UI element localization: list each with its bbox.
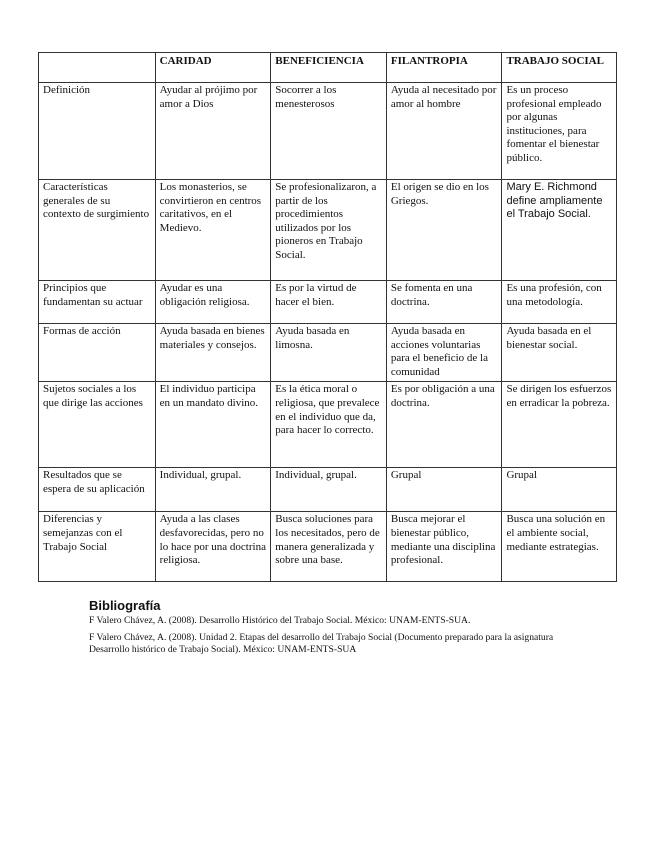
table-cell: Ayudar al prójimo por amor a Dios	[155, 83, 271, 180]
table-cell: Socorrer a los menesterosos	[271, 83, 387, 180]
table-cell: Ayuda basada en limosna.	[271, 324, 387, 382]
table-cell: Ayuda basada en bienes materiales y consejos.	[155, 324, 271, 382]
bibliography-entry: F Valero Chávez, A. (2008). Desarrollo Histórico del Trabajo Social. México: UNAM-ENTS-SUA.	[89, 615, 471, 626]
table-cell: Busca una solución en el ambiente social, mediante estrategias.	[502, 512, 617, 582]
table-cell: Individual, grupal.	[271, 468, 387, 512]
header-empty-cell	[39, 53, 156, 83]
comparison-table	[38, 52, 617, 582]
table-cell: Es por obligación a una doctrina.	[386, 382, 502, 468]
table-cell: Ayuda basada en acciones voluntarias para el beneficio de la comunidad	[386, 324, 502, 382]
header-beneficiencia: BENEFICIENCIA	[271, 53, 387, 83]
table-cell: El origen se dio en los Griegos.	[386, 180, 502, 281]
row-label: Definición	[39, 83, 156, 180]
table-cell: Ayuda al necesitado por amor al hombre	[386, 83, 502, 180]
table-cell: Ayudar es una obligación religiosa.	[155, 281, 271, 324]
table-cell: Se profesionalizaron, a partir de los procedimientos utilizados por los pioneros en Trabajo Social.	[271, 180, 387, 281]
bibliography-entry: F Valero Chávez, A. (2008). Unidad 2. Etapas del desarrollo del Trabajo Social (Documento preparado para la asignatura Desarrollo histórico de Trabajo Social). México: UNAM-ENTS-SUA	[89, 631, 554, 655]
row-label: Resultados que se espera de su aplicación	[39, 468, 156, 512]
header-filantropia: FILANTROPIA	[386, 53, 502, 83]
table-cell: Los monasterios, se convirtieron en centros caritativos, en el Medievo.	[155, 180, 271, 281]
table-cell: Grupal	[386, 468, 502, 512]
table-row	[39, 512, 617, 582]
header-trabajo-social: TRABAJO SOCIAL	[502, 53, 617, 83]
table-cell: Es por la virtud de hacer el bien.	[271, 281, 387, 324]
table-cell: Ayuda a las clases desfavorecidas, pero no lo hace por una doctrina religiosa.	[155, 512, 271, 582]
table-cell: Grupal	[502, 468, 617, 512]
table-cell: Se dirigen los esfuerzos en erradicar la pobreza.	[502, 382, 617, 468]
table-cell: Individual, grupal.	[155, 468, 271, 512]
table-row	[39, 324, 617, 382]
row-label: Principios que fundamentan su actuar	[39, 281, 156, 324]
row-label: Sujetos sociales a los que dirige las acciones	[39, 382, 156, 468]
table-cell: Es una profesión, con una metodología.	[502, 281, 617, 324]
table-row	[39, 468, 617, 512]
table-row	[39, 281, 617, 324]
table-cell: Es un proceso profesional empleado por algunas instituciones, para fomentar el bienestar público.	[502, 83, 617, 180]
table-cell: Mary E. Richmond define ampliamente el Trabajo Social.	[502, 180, 617, 281]
table-row	[39, 382, 617, 468]
table-row	[39, 180, 617, 281]
table-cell: Se fomenta en una doctrina.	[386, 281, 502, 324]
table-cell: Busca soluciones para los necesitados, pero de manera generalizada y sobre una base.	[271, 512, 387, 582]
table-cell: Busca mejorar el bienestar público, mediante una disciplina profesional.	[386, 512, 502, 582]
row-label: Formas de acción	[39, 324, 156, 382]
table-row	[39, 83, 617, 180]
table-header-row	[39, 53, 617, 83]
row-label: Características generales de su contexto de surgimiento	[39, 180, 156, 281]
bibliography-title: Bibliografía	[89, 598, 161, 613]
table-cell: Es la ética moral o religiosa, que prevalece en el individuo que da, para hacer lo correcto.	[271, 382, 387, 468]
bibliography-section	[89, 598, 589, 661]
table-cell: El individuo participa en un mandato divino.	[155, 382, 271, 468]
row-label: Diferencias y semejanzas con el Trabajo Social	[39, 512, 156, 582]
table-cell: Ayuda basada en el bienestar social.	[502, 324, 617, 382]
header-caridad: CARIDAD	[155, 53, 271, 83]
